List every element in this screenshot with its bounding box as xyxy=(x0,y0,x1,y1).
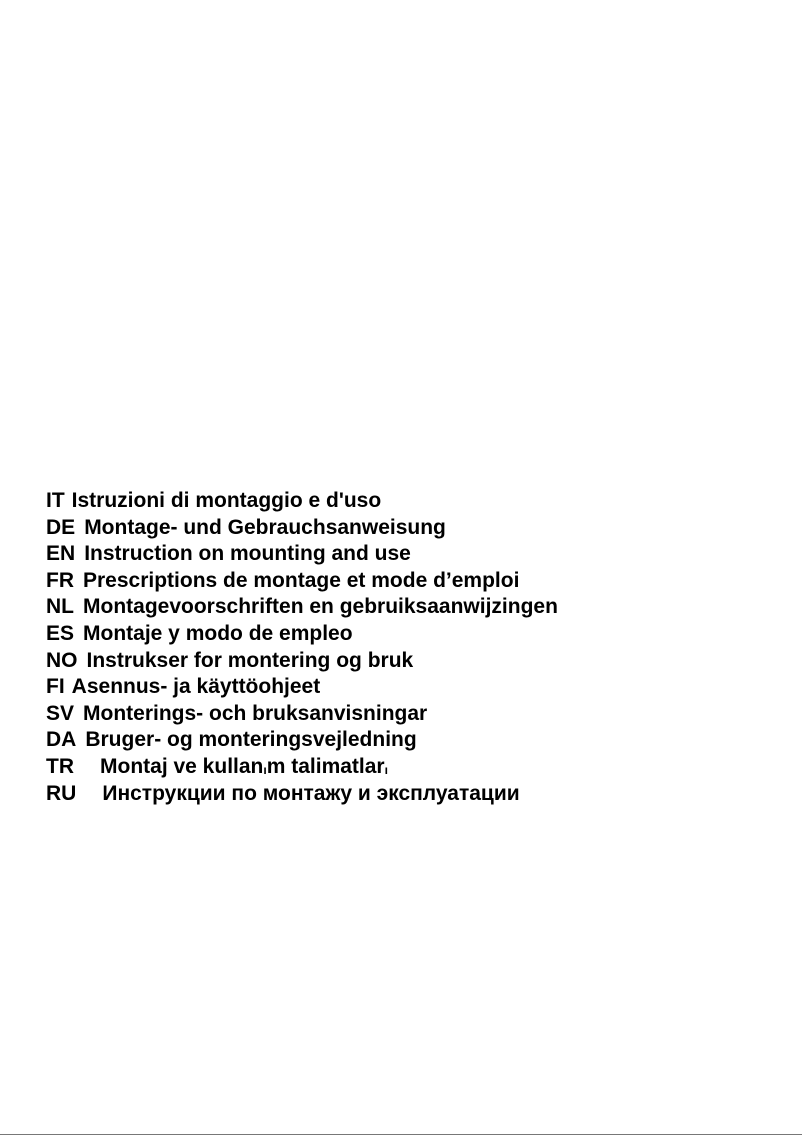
language-row-ru xyxy=(46,781,786,808)
language-code: FI xyxy=(46,675,65,699)
language-row-no xyxy=(46,648,786,675)
language-code: EN xyxy=(46,542,76,566)
language-row-en xyxy=(46,541,786,568)
language-row-es xyxy=(46,621,786,648)
language-row-fi xyxy=(46,674,786,701)
language-row-nl xyxy=(46,594,786,621)
language-code: DA xyxy=(46,728,77,752)
language-title: Montagevoorschriften en gebruiksaanwijzingen xyxy=(83,595,558,619)
language-title: Instrukser for montering og bruk xyxy=(86,648,414,672)
language-code: NO xyxy=(46,648,78,672)
language-code: TR xyxy=(46,754,74,778)
language-title: Asennus- ja käyttöohjeet xyxy=(71,675,321,699)
language-title: Bruger- og monteringsvejledning xyxy=(85,728,417,752)
language-title: Istruzioni di montaggio e d'uso xyxy=(71,489,382,512)
language-title: Montage- und Gebrauchsanweisung xyxy=(84,515,446,539)
dotless-i-glyph: ı xyxy=(384,762,388,777)
language-row-it xyxy=(46,488,786,515)
language-title: Montaje y modo de empleo xyxy=(83,621,353,645)
dotless-i-glyph: ı xyxy=(263,762,267,777)
language-code: IT xyxy=(46,489,65,512)
language-code: SV xyxy=(46,701,75,725)
language-title: Инструкции по монтажу и эксплуатации xyxy=(102,781,520,805)
language-title-part: m talimatlar xyxy=(266,754,385,778)
bottom-rule xyxy=(0,1134,802,1135)
language-row-tr xyxy=(46,754,786,781)
language-code: DE xyxy=(46,515,76,539)
language-row-fr xyxy=(46,568,786,595)
language-title: Monterings- och bruksanvisningar xyxy=(83,701,428,725)
language-row-da xyxy=(46,727,786,754)
language-row-de xyxy=(46,515,786,542)
language-title: Prescriptions de montage et mode d’emploi xyxy=(83,568,520,592)
language-code: ES xyxy=(46,621,75,645)
language-title: Instruction on mounting and use xyxy=(84,542,411,566)
language-code: RU xyxy=(46,781,77,805)
language-title-part: Montaj ve kullan xyxy=(100,754,264,778)
language-row-sv xyxy=(46,701,786,728)
language-code: NL xyxy=(46,595,74,619)
language-code: FR xyxy=(46,568,74,592)
language-list xyxy=(46,488,786,807)
language-title xyxy=(100,754,388,784)
